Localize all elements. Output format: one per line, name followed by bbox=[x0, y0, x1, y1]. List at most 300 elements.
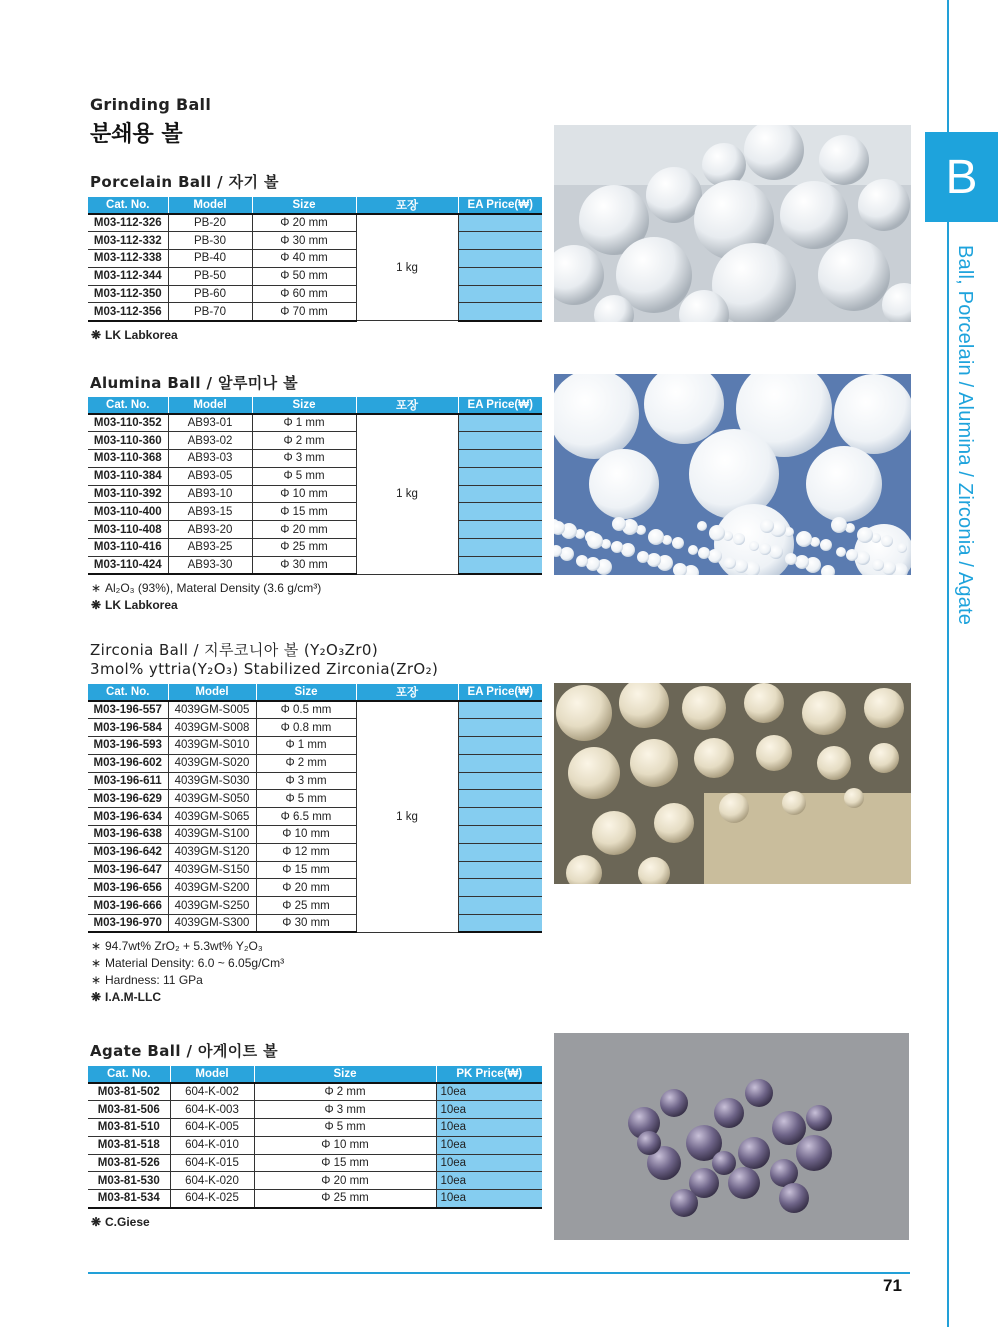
model-cell: AB93-10 bbox=[168, 485, 252, 503]
ball-shape bbox=[796, 531, 812, 547]
size-cell: Φ 10 mm bbox=[254, 1136, 436, 1154]
table-row bbox=[88, 772, 542, 790]
ball-shape bbox=[576, 555, 588, 567]
model-cell: 4039GM-S300 bbox=[168, 915, 256, 933]
size-cell: Φ 20 mm bbox=[256, 879, 356, 897]
ball-shape bbox=[858, 179, 910, 231]
table-row bbox=[88, 861, 542, 879]
alumina-col-header: Cat. No. bbox=[88, 397, 168, 414]
table-row bbox=[88, 1154, 542, 1172]
cat-no-cell: M03-112-344 bbox=[88, 267, 168, 285]
size-cell: Φ 20 mm bbox=[252, 214, 356, 232]
footnote bbox=[91, 597, 178, 614]
pack-cell: 1 kg bbox=[356, 701, 458, 932]
ea-price-cell bbox=[458, 450, 542, 468]
table-row bbox=[88, 808, 542, 826]
footnote bbox=[91, 1214, 150, 1231]
alumina-col-header: Model bbox=[168, 397, 252, 414]
ea-price-cell bbox=[458, 826, 542, 844]
size-cell: Φ 0.8 mm bbox=[256, 719, 356, 737]
ball-shape bbox=[637, 1131, 661, 1155]
table-row bbox=[88, 250, 542, 268]
size-cell: Φ 40 mm bbox=[252, 250, 356, 268]
model-cell: PB-30 bbox=[168, 232, 252, 250]
ball-shape bbox=[744, 683, 784, 723]
cat-no-cell: M03-110-416 bbox=[88, 539, 168, 557]
table-row bbox=[88, 539, 542, 557]
table-row bbox=[88, 1101, 542, 1119]
table-row bbox=[88, 1083, 542, 1101]
ball-shape bbox=[637, 551, 649, 563]
ball-shape bbox=[560, 547, 574, 561]
porcelain-col-header: Model bbox=[168, 197, 252, 214]
ea-price-cell bbox=[458, 250, 542, 268]
size-cell: Φ 30 mm bbox=[252, 232, 356, 250]
ball-shape bbox=[714, 1098, 744, 1128]
size-cell: Φ 30 mm bbox=[252, 556, 356, 574]
agate-balls-photo bbox=[554, 1033, 909, 1240]
table-row bbox=[88, 915, 542, 933]
footnote-text: I.A.M-LLC bbox=[105, 990, 161, 1004]
ea-price-cell bbox=[458, 467, 542, 485]
ball-shape bbox=[897, 543, 907, 553]
size-cell: Φ 70 mm bbox=[252, 303, 356, 321]
table-row bbox=[88, 737, 542, 755]
cat-no-cell: M03-81-534 bbox=[88, 1190, 170, 1208]
ea-price-cell bbox=[458, 701, 542, 719]
size-cell: Φ 5 mm bbox=[256, 790, 356, 808]
cat-no-cell: M03-81-510 bbox=[88, 1119, 170, 1137]
cat-no-cell: M03-110-392 bbox=[88, 485, 168, 503]
table-row bbox=[88, 719, 542, 737]
ball-shape bbox=[586, 557, 600, 571]
size-cell: Φ 25 mm bbox=[254, 1190, 436, 1208]
ball-shape bbox=[709, 525, 725, 541]
cat-no-cell: M03-196-647 bbox=[88, 861, 168, 879]
ball-shape bbox=[694, 738, 734, 778]
model-cell: AB93-25 bbox=[168, 539, 252, 557]
ball-shape bbox=[806, 1105, 832, 1131]
ball-shape bbox=[864, 688, 904, 728]
ball-shape bbox=[728, 1167, 760, 1199]
size-cell: Φ 50 mm bbox=[252, 267, 356, 285]
table-row bbox=[88, 1119, 542, 1137]
asterisk-icon: ∗ bbox=[91, 581, 102, 595]
cat-no-cell: M03-110-384 bbox=[88, 467, 168, 485]
model-cell: AB93-20 bbox=[168, 521, 252, 539]
model-cell: 604-K-015 bbox=[170, 1154, 254, 1172]
cat-no-cell: M03-81-506 bbox=[88, 1101, 170, 1119]
cat-no-cell: M03-81-526 bbox=[88, 1154, 170, 1172]
table-row bbox=[88, 1172, 542, 1190]
side-category-label: Ball, Porcelain / Alumina / Zirconia / Agate bbox=[954, 245, 976, 626]
ball-shape bbox=[682, 686, 726, 730]
cat-no-cell: M03-110-424 bbox=[88, 556, 168, 574]
ea-price-cell bbox=[458, 485, 542, 503]
ball-shape bbox=[647, 553, 661, 567]
table-row bbox=[88, 826, 542, 844]
cat-no-cell: M03-196-970 bbox=[88, 915, 168, 933]
page-title-en: Grinding Ball bbox=[90, 95, 212, 114]
ea-price-cell bbox=[458, 303, 542, 321]
ball-shape bbox=[688, 545, 698, 555]
ball-shape bbox=[802, 691, 846, 735]
table-row bbox=[88, 232, 542, 250]
size-cell: Φ 15 mm bbox=[252, 503, 356, 521]
size-cell: Φ 20 mm bbox=[252, 521, 356, 539]
ball-shape bbox=[844, 788, 864, 808]
size-cell: Φ 5 mm bbox=[252, 467, 356, 485]
ball-shape bbox=[654, 803, 694, 843]
ball-shape bbox=[780, 181, 848, 249]
ea-price-cell bbox=[458, 503, 542, 521]
ea-price-cell bbox=[458, 754, 542, 772]
supplier-mark-icon: ❋ bbox=[91, 1215, 102, 1229]
model-cell: 4039GM-S010 bbox=[168, 737, 256, 755]
cat-no-cell: M03-81-518 bbox=[88, 1136, 170, 1154]
alumina-table bbox=[88, 397, 542, 575]
ball-shape bbox=[872, 559, 884, 571]
ball-shape bbox=[733, 533, 745, 545]
ea-price-cell bbox=[458, 539, 542, 557]
agate-col-header: Cat. No. bbox=[88, 1066, 170, 1083]
ea-price-cell bbox=[458, 808, 542, 826]
section-tab-letter: B bbox=[945, 150, 978, 204]
table-row bbox=[88, 843, 542, 861]
pk-price-cell: 10ea bbox=[436, 1190, 542, 1208]
supplier-mark-icon: ❋ bbox=[91, 990, 102, 1004]
table-row bbox=[88, 556, 542, 574]
table-row bbox=[88, 450, 542, 468]
ball-shape bbox=[820, 539, 832, 551]
ball-shape bbox=[806, 446, 882, 522]
size-cell: Φ 2 mm bbox=[256, 754, 356, 772]
ball-shape bbox=[621, 543, 635, 557]
ball-shape bbox=[817, 746, 851, 780]
cat-no-cell: M03-110-352 bbox=[88, 414, 168, 432]
ball-shape bbox=[630, 739, 678, 787]
model-cell: 4039GM-S100 bbox=[168, 826, 256, 844]
cat-no-cell: M03-196-638 bbox=[88, 826, 168, 844]
ea-price-cell bbox=[458, 879, 542, 897]
size-cell: Φ 3 mm bbox=[254, 1101, 436, 1119]
alumina-col-header: EA Price(₩) bbox=[458, 397, 542, 414]
alumina-col-header: Size bbox=[252, 397, 356, 414]
cat-no-cell: M03-196-642 bbox=[88, 843, 168, 861]
size-cell: Φ 25 mm bbox=[252, 539, 356, 557]
footnote-text: LK Labkorea bbox=[105, 328, 178, 342]
table-row bbox=[88, 1190, 542, 1208]
size-cell: Φ 6.5 mm bbox=[256, 808, 356, 826]
footnote bbox=[91, 938, 263, 955]
ea-price-cell bbox=[458, 267, 542, 285]
table-row bbox=[88, 303, 542, 321]
table-row bbox=[88, 467, 542, 485]
ball-shape bbox=[819, 135, 869, 185]
model-cell: 604-K-025 bbox=[170, 1190, 254, 1208]
agate-table bbox=[88, 1066, 542, 1209]
ball-shape bbox=[670, 1189, 698, 1217]
ball-shape bbox=[795, 555, 809, 569]
asterisk-icon: ∗ bbox=[91, 973, 102, 987]
porcelain-col-header: EA Price(₩) bbox=[458, 197, 542, 214]
model-cell: 4039GM-S120 bbox=[168, 843, 256, 861]
footnote bbox=[91, 327, 178, 344]
model-cell: PB-70 bbox=[168, 303, 252, 321]
model-cell: AB93-01 bbox=[168, 414, 252, 432]
cat-no-cell: M03-196-557 bbox=[88, 701, 168, 719]
table-row bbox=[88, 414, 542, 432]
size-cell: Φ 5 mm bbox=[254, 1119, 436, 1137]
porcelain-table bbox=[88, 197, 542, 322]
ball-shape bbox=[846, 549, 858, 561]
ball-shape bbox=[698, 547, 710, 559]
model-cell: PB-20 bbox=[168, 214, 252, 232]
zirconia-balls-photo bbox=[554, 683, 911, 884]
footnote-text: C.Giese bbox=[105, 1215, 150, 1229]
ball-shape bbox=[589, 449, 659, 519]
ea-price-cell bbox=[458, 214, 542, 232]
model-cell: 4039GM-S150 bbox=[168, 861, 256, 879]
asterisk-icon: ∗ bbox=[91, 939, 102, 953]
table-row bbox=[88, 754, 542, 772]
ea-price-cell bbox=[458, 432, 542, 450]
cat-no-cell: M03-110-408 bbox=[88, 521, 168, 539]
supplier-mark-icon: ❋ bbox=[91, 328, 102, 342]
page-title-ko: 분쇄용 볼 bbox=[90, 122, 183, 147]
cat-no-cell: M03-196-593 bbox=[88, 737, 168, 755]
ball-shape bbox=[734, 559, 748, 573]
model-cell: AB93-15 bbox=[168, 503, 252, 521]
ea-price-cell bbox=[458, 414, 542, 432]
zirconia-col-header: Size bbox=[256, 684, 356, 701]
ea-price-cell bbox=[458, 521, 542, 539]
page-number: 71 bbox=[883, 1276, 902, 1295]
zirconia-subtitle: 3mol% yttria(Y₂O₃) Stabilized Zirconia(ZrO₂) bbox=[90, 660, 439, 678]
ball-shape bbox=[587, 533, 603, 549]
ball-shape bbox=[857, 527, 873, 543]
pack-cell: 1 kg bbox=[356, 214, 458, 321]
agate-col-header: Model bbox=[170, 1066, 254, 1083]
cat-no-cell: M03-110-400 bbox=[88, 503, 168, 521]
ball-shape bbox=[772, 1111, 806, 1145]
ball-shape bbox=[612, 517, 626, 531]
zirconia-title: Zirconia Ball / 지루코니아 볼 (Y₂O₃Zr0) bbox=[90, 641, 379, 659]
model-cell: 604-K-010 bbox=[170, 1136, 254, 1154]
size-cell: Φ 2 mm bbox=[254, 1083, 436, 1101]
model-cell: 604-K-002 bbox=[170, 1083, 254, 1101]
footnote-text: Al₂O₃ (93%), Materal Density (3.6 g/cm³) bbox=[105, 581, 322, 595]
size-cell: Φ 10 mm bbox=[252, 485, 356, 503]
alumina-title: Alumina Ball / 알루미나 볼 bbox=[90, 374, 299, 392]
ea-price-cell bbox=[458, 772, 542, 790]
cat-no-cell: M03-196-666 bbox=[88, 897, 168, 915]
pk-price-cell: 10ea bbox=[436, 1172, 542, 1190]
ea-price-cell bbox=[458, 737, 542, 755]
model-cell: PB-60 bbox=[168, 285, 252, 303]
model-cell: 4039GM-S200 bbox=[168, 879, 256, 897]
table-row bbox=[88, 1136, 542, 1154]
porcelain-col-header: Cat. No. bbox=[88, 197, 168, 214]
cat-no-cell: M03-196-629 bbox=[88, 790, 168, 808]
alumina-col-header: 포장 bbox=[356, 397, 458, 414]
cat-no-cell: M03-196-634 bbox=[88, 808, 168, 826]
model-cell: 4039GM-S020 bbox=[168, 754, 256, 772]
size-cell: Φ 15 mm bbox=[254, 1154, 436, 1172]
agate-col-header: Size bbox=[254, 1066, 436, 1083]
zirconia-col-header: Cat. No. bbox=[88, 684, 168, 701]
section-tab[interactable] bbox=[925, 132, 998, 222]
cat-no-cell: M03-112-350 bbox=[88, 285, 168, 303]
model-cell: 604-K-020 bbox=[170, 1172, 254, 1190]
footnote bbox=[91, 955, 284, 972]
cat-no-cell: M03-112-332 bbox=[88, 232, 168, 250]
ball-shape bbox=[745, 1079, 773, 1107]
footnote-text: Hardness: 11 GPa bbox=[105, 973, 203, 987]
ball-shape bbox=[770, 1159, 798, 1187]
model-cell: 4039GM-S250 bbox=[168, 897, 256, 915]
model-cell: AB93-30 bbox=[168, 556, 252, 574]
size-cell: Φ 0.5 mm bbox=[256, 701, 356, 719]
zirconia-col-header: Model bbox=[168, 684, 256, 701]
ball-shape bbox=[836, 547, 846, 557]
size-cell: Φ 10 mm bbox=[256, 826, 356, 844]
table-row bbox=[88, 503, 542, 521]
size-cell: Φ 30 mm bbox=[256, 915, 356, 933]
ball-shape bbox=[756, 735, 792, 771]
porcelain-title: Porcelain Ball / 자기 볼 bbox=[90, 173, 279, 191]
size-cell: Φ 1 mm bbox=[256, 737, 356, 755]
size-cell: Φ 12 mm bbox=[256, 843, 356, 861]
footer-divider bbox=[88, 1272, 910, 1274]
alumina-balls-photo bbox=[554, 374, 911, 575]
ball-shape bbox=[611, 541, 623, 553]
ball-shape bbox=[834, 374, 911, 454]
ball-shape bbox=[646, 167, 702, 223]
ea-price-cell bbox=[458, 790, 542, 808]
pk-price-cell: 10ea bbox=[436, 1101, 542, 1119]
ball-shape bbox=[697, 521, 707, 531]
table-row bbox=[88, 485, 542, 503]
ball-shape bbox=[881, 535, 893, 547]
ea-price-cell bbox=[458, 719, 542, 737]
zirconia-table bbox=[88, 684, 542, 933]
model-cell: 4039GM-S065 bbox=[168, 808, 256, 826]
footnote-text: Material Density: 6.0 ~ 6.05g/Cm³ bbox=[105, 956, 285, 970]
ea-price-cell bbox=[458, 897, 542, 915]
ball-shape bbox=[759, 543, 771, 555]
ball-shape bbox=[672, 537, 684, 549]
model-cell: AB93-03 bbox=[168, 450, 252, 468]
footnote-text: 94.7wt% ZrO₂ + 5.3wt% Y₂O₃ bbox=[105, 939, 263, 953]
cat-no-cell: M03-110-360 bbox=[88, 432, 168, 450]
model-cell: PB-40 bbox=[168, 250, 252, 268]
table-row bbox=[88, 267, 542, 285]
ball-shape bbox=[708, 549, 722, 563]
supplier-mark-icon: ❋ bbox=[91, 598, 102, 612]
cat-no-cell: M03-81-502 bbox=[88, 1083, 170, 1101]
cat-no-cell: M03-196-656 bbox=[88, 879, 168, 897]
model-cell: 4039GM-S050 bbox=[168, 790, 256, 808]
ball-shape bbox=[724, 557, 736, 569]
pk-price-cell: 10ea bbox=[436, 1083, 542, 1101]
ea-price-cell bbox=[458, 285, 542, 303]
cat-no-cell: M03-196-611 bbox=[88, 772, 168, 790]
ball-shape bbox=[738, 1137, 770, 1169]
ball-shape bbox=[769, 545, 783, 559]
ball-shape bbox=[712, 1151, 736, 1175]
ball-shape bbox=[818, 239, 890, 311]
pk-price-cell: 10ea bbox=[436, 1136, 542, 1154]
table-row bbox=[88, 701, 542, 719]
footnote bbox=[91, 989, 161, 1006]
pk-price-cell: 10ea bbox=[436, 1154, 542, 1172]
ball-shape bbox=[719, 793, 749, 823]
ball-shape bbox=[882, 561, 896, 575]
table-row bbox=[88, 214, 542, 232]
size-cell: Φ 20 mm bbox=[254, 1172, 436, 1190]
size-cell: Φ 60 mm bbox=[252, 285, 356, 303]
ea-price-cell bbox=[458, 556, 542, 574]
pack-cell: 1 kg bbox=[356, 414, 458, 574]
size-cell: Φ 1 mm bbox=[252, 414, 356, 432]
porcelain-col-header: 포장 bbox=[356, 197, 458, 214]
ball-shape bbox=[831, 517, 847, 533]
size-cell: Φ 3 mm bbox=[256, 772, 356, 790]
footnote bbox=[91, 580, 321, 597]
ball-shape bbox=[760, 519, 774, 533]
ball-shape bbox=[568, 747, 620, 799]
zirconia-col-header: EA Price(₩) bbox=[458, 684, 542, 701]
model-cell: 4039GM-S008 bbox=[168, 719, 256, 737]
ball-shape bbox=[749, 541, 759, 551]
agate-col-header: PK Price(₩) bbox=[436, 1066, 542, 1083]
ball-shape bbox=[592, 811, 636, 855]
size-cell: Φ 25 mm bbox=[256, 897, 356, 915]
size-cell: Φ 15 mm bbox=[256, 861, 356, 879]
ball-shape bbox=[856, 551, 870, 565]
ball-shape bbox=[782, 791, 806, 815]
table-row bbox=[88, 790, 542, 808]
cat-no-cell: M03-110-368 bbox=[88, 450, 168, 468]
ea-price-cell bbox=[458, 861, 542, 879]
model-cell: AB93-02 bbox=[168, 432, 252, 450]
model-cell: 4039GM-S030 bbox=[168, 772, 256, 790]
model-cell: 604-K-005 bbox=[170, 1119, 254, 1137]
table-row bbox=[88, 521, 542, 539]
ea-price-cell bbox=[458, 915, 542, 933]
cat-no-cell: M03-196-584 bbox=[88, 719, 168, 737]
ball-shape bbox=[648, 529, 664, 545]
size-cell: Φ 3 mm bbox=[252, 450, 356, 468]
ball-shape bbox=[689, 429, 779, 519]
ea-price-cell bbox=[458, 232, 542, 250]
size-cell: Φ 2 mm bbox=[252, 432, 356, 450]
porcelain-balls-photo bbox=[554, 125, 911, 322]
model-cell: 604-K-003 bbox=[170, 1101, 254, 1119]
cat-no-cell: M03-81-530 bbox=[88, 1172, 170, 1190]
model-cell: PB-50 bbox=[168, 267, 252, 285]
ball-shape bbox=[779, 1183, 809, 1213]
footnote-text: LK Labkorea bbox=[105, 598, 178, 612]
pk-price-cell: 10ea bbox=[436, 1119, 542, 1137]
table-row bbox=[88, 432, 542, 450]
model-cell: AB93-05 bbox=[168, 467, 252, 485]
model-cell: 4039GM-S005 bbox=[168, 701, 256, 719]
asterisk-icon: ∗ bbox=[91, 956, 102, 970]
ea-price-cell bbox=[458, 843, 542, 861]
table-row bbox=[88, 879, 542, 897]
